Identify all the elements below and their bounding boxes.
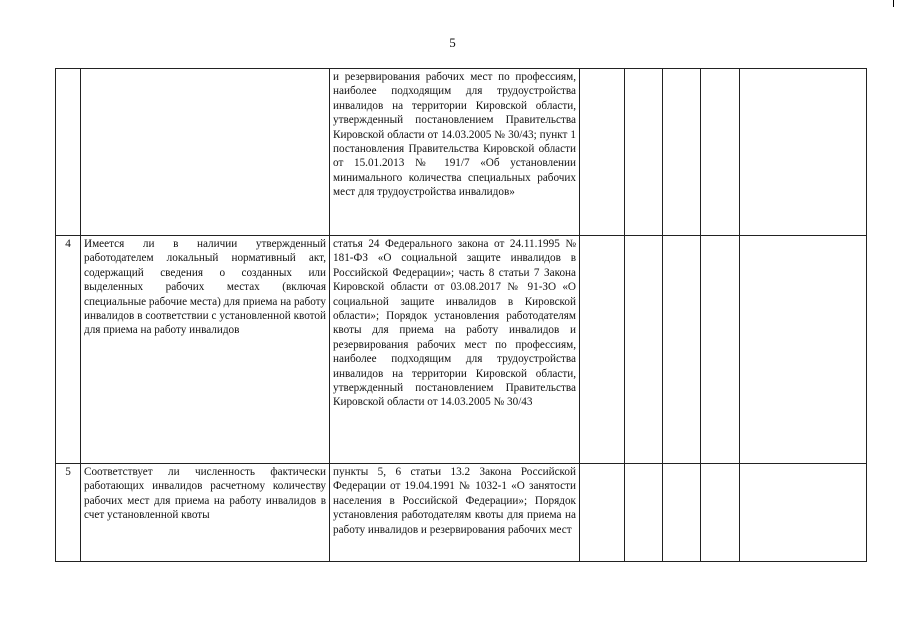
table-row: [56, 69, 867, 236]
row-number: 5: [56, 464, 81, 562]
answer-na-cell: [663, 236, 701, 464]
question-cell: Соответствует ли численность фактически работающих инвалидов расчетному количеству рабочих мест для приема на работу инвалидов в счет установленной квоты: [81, 464, 330, 562]
answer-no-cell: [625, 464, 663, 562]
answer-na-cell: [663, 69, 701, 236]
answer-extra-cell: [701, 236, 740, 464]
answer-yes-cell: [580, 236, 625, 464]
row-number: 4: [56, 236, 81, 464]
checklist-table: [55, 68, 867, 562]
reference-cell: статья 24 Федерального закона от 24.11.1995 № 181-ФЗ «О социальной защите инвалидов в Российской Федерации»; часть 8 статьи 7 Закона Кировской области от 03.08.2017 № 91-ЗО «О социальной защите инвалидов в Кировской области»; Порядок установления работодателям квоты для приема на работу инвалидов и резервирования рабочих мест по профессиям, наиболее подходящим для трудоустройства инвалидов на территории Кировской области, утвержденный постановлением Правительства Кировской области от 14.03.2005 № 30/43: [330, 236, 580, 464]
notes-cell: [740, 69, 867, 236]
question-cell: Имеется ли в наличии утвержденный работодателем локальный нормативный акт, содержащий сведения о созданных или выделенных рабочих местах (включая специальные рабочие места) для приема на работу инвалидов в соответствии с установленной квотой для приема на работу инвалидов: [81, 236, 330, 464]
answer-extra-cell: [701, 464, 740, 562]
table-row: [56, 464, 867, 562]
table-row: [56, 236, 867, 464]
answer-yes-cell: [580, 69, 625, 236]
answer-extra-cell: [701, 69, 740, 236]
row-number: [56, 69, 81, 236]
notes-cell: [740, 236, 867, 464]
answer-na-cell: [663, 464, 701, 562]
scan-corner-mark: [893, 0, 894, 7]
reference-cell: пункты 5, 6 статьи 13.2 Закона Российской Федерации от 19.04.1991 № 1032-1 «О занятости населения в Российской Федерации»; Порядок установления работодателям квоты для приема на работу инвалидов и резервирования рабочих мест: [330, 464, 580, 562]
answer-no-cell: [625, 69, 663, 236]
answer-no-cell: [625, 236, 663, 464]
question-cell: [81, 69, 330, 236]
notes-cell: [740, 464, 867, 562]
answer-yes-cell: [580, 464, 625, 562]
reference-cell: и резервирования рабочих мест по профессиям, наиболее подходящим для трудоустройства инвалидов на территории Кировской области, утвержденный постановлением Правительства Кировской области от 14.03.2005 № 30/43; пункт 1 постановления Правительства Кировской области от 15.01.2013 № 191/7 «Об установлении минимального количества специальных рабочих мест для трудоустройства инвалидов»: [330, 69, 580, 236]
page-number: 5: [449, 35, 456, 50]
